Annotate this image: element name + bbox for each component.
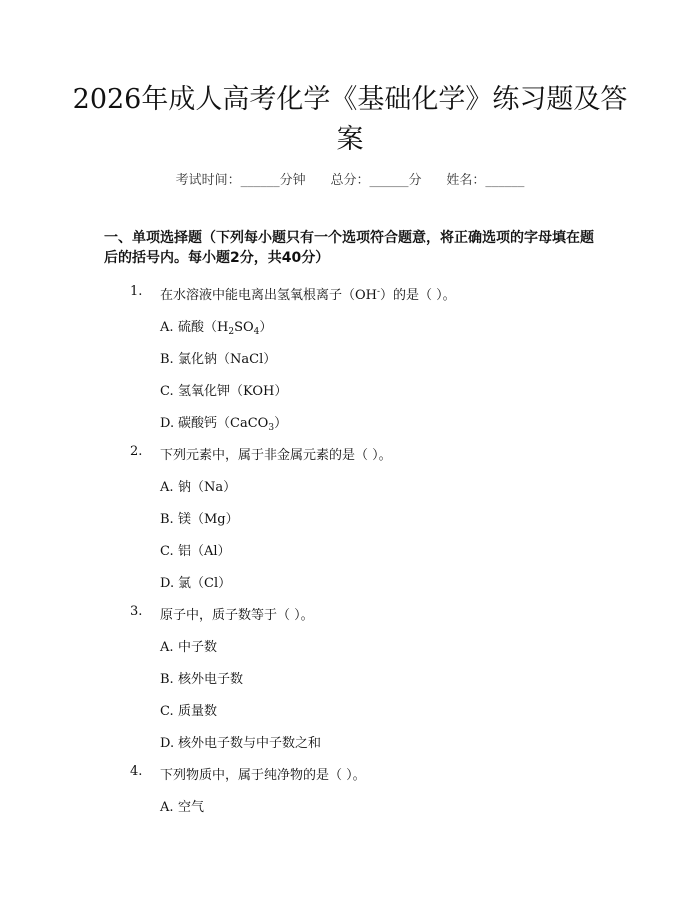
formula-part: ） (274, 416, 288, 431)
option-name: 碳酸钙 (178, 416, 218, 431)
option-letter: A. (160, 480, 174, 495)
formula-part: SO (234, 320, 254, 335)
question-text: 下列物质中，属于纯净物的是（ ）。 (160, 768, 366, 783)
question-number: 2. (130, 444, 143, 459)
option (160, 636, 217, 655)
option-text: 氯（Cl） (178, 576, 232, 591)
question-number: 3. (130, 604, 143, 619)
option (160, 572, 231, 591)
option-text: 核外电子数与中子数之和 (178, 736, 322, 751)
option (160, 380, 287, 399)
exam-info-line (0, 169, 700, 188)
option-letter: C. (160, 384, 174, 399)
option-letter: C. (160, 704, 174, 719)
option-text: 镁（Mg） (178, 512, 239, 527)
option-letter: C. (160, 544, 174, 559)
option-text: 铝（Al） (178, 544, 231, 559)
question-text-before: 在水溶液中能电离出氢氧根离子（OH (160, 288, 377, 303)
question-number: 1. (130, 284, 143, 299)
question-text-after: ）的是（ ）。 (380, 288, 456, 303)
option (160, 412, 287, 431)
superscript-charge: - (377, 287, 381, 297)
option-name: 氯化钠 (178, 352, 218, 367)
option-letter: B. (160, 512, 174, 527)
option (160, 668, 243, 687)
option-text: 中子数 (178, 640, 218, 655)
formula-part: （CaCO (217, 416, 269, 431)
option (160, 348, 276, 367)
formula-part: ） (259, 320, 273, 335)
option-letter: B. (160, 352, 174, 367)
question-text (160, 284, 456, 303)
exam-time-unit: 分钟 (279, 173, 306, 188)
name-blank: ______ (485, 173, 525, 188)
option-name: 氢氧化钾 (178, 384, 231, 399)
option-letter: B. (160, 672, 174, 687)
formula-subscript: 4 (253, 327, 260, 337)
exam-time-label: 考试时间： (175, 173, 241, 188)
formula-part: （KOH） (230, 384, 288, 399)
name-label: 姓名： (446, 173, 486, 188)
formula-part: （H (204, 320, 229, 335)
option-text: 质量数 (178, 704, 218, 719)
option-text: 核外电子数 (178, 672, 244, 687)
option-text: 钠（Na） (178, 480, 237, 495)
formula-subscript: 2 (228, 327, 235, 337)
option-text: 空气 (178, 800, 205, 815)
score-label: 总分： (330, 173, 370, 188)
option-name: 硫酸 (178, 320, 205, 335)
option-letter: A. (160, 320, 174, 335)
formula-part: （NaCl） (217, 352, 277, 367)
option (160, 796, 204, 815)
option (160, 316, 272, 335)
option-letter: D. (160, 736, 175, 751)
option-letter: A. (160, 640, 174, 655)
option (160, 540, 231, 559)
exam-time-blank: ______ (240, 173, 280, 188)
question-text: 原子中，质子数等于（ ）。 (160, 608, 314, 623)
option-letter: D. (160, 576, 175, 591)
option (160, 732, 321, 751)
score-blank: ______ (369, 173, 409, 188)
option-letter: A. (160, 800, 174, 815)
score-unit: 分 (408, 173, 422, 188)
section-heading: 一、单项选择题（下列每小题只有一个选项符合题意，将正确选项的字母填在题后的括号内。每小题2分，共40分） (104, 230, 594, 266)
option (160, 476, 236, 495)
document-title: 2026年成人高考化学《基础化学》练习题及答案 (72, 84, 628, 155)
option-letter: D. (160, 416, 175, 431)
question-text: 下列元素中，属于非金属元素的是（ ）。 (160, 448, 392, 463)
option (160, 508, 239, 527)
question-number: 4. (130, 764, 143, 779)
formula-subscript: 3 (268, 423, 275, 433)
option (160, 700, 217, 719)
